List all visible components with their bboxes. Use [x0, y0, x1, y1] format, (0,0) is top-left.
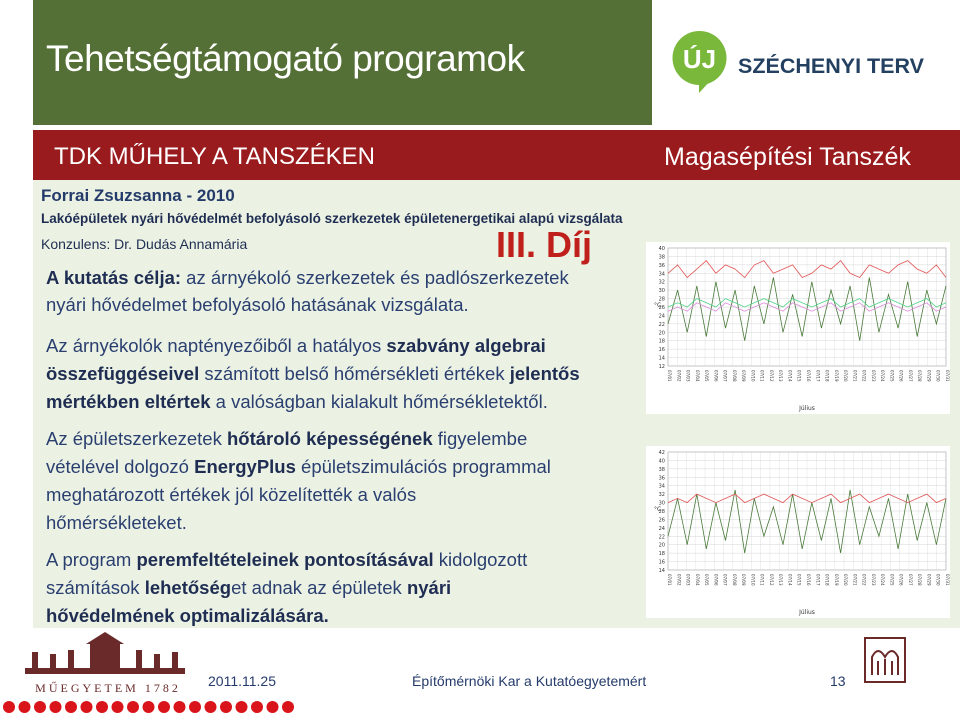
- decorative-dot: [34, 701, 46, 713]
- university-caption: MŰEGYETEM 1782: [35, 681, 181, 695]
- y-tick-label: 14: [658, 568, 665, 574]
- award-label: III. Díj: [496, 224, 593, 265]
- x-tick-label: 07/17: [815, 370, 821, 382]
- x-tick-label: 07/21: [852, 370, 858, 382]
- y-tick-label: 18: [658, 551, 665, 558]
- x-tick-label: 07/27: [907, 574, 913, 586]
- y-tick-label: 40: [658, 458, 665, 465]
- decorative-dot: [19, 701, 31, 713]
- decorative-dot: [112, 701, 124, 713]
- x-tick-label: 07/04: [694, 370, 700, 382]
- x-tick-label: 07/22: [861, 370, 867, 382]
- x-tick-label: 07/23: [870, 370, 876, 382]
- x-tick-label: 07/14: [787, 370, 793, 382]
- y-tick-label: 16: [658, 347, 665, 354]
- x-tick-label: 07/25: [889, 370, 895, 382]
- decorative-dot: [81, 701, 93, 713]
- y-tick-label: 28: [658, 509, 665, 515]
- author-line: Forrai Zsuzsanna - 2010: [41, 186, 235, 205]
- x-tick-label: 07/18: [824, 574, 830, 586]
- paragraph-shading-line3: mértékben eltértek a valóságban kialakult hőmérsékletektől.: [46, 391, 548, 412]
- section-title: TDK MŰHELY A TANSZÉKEN: [54, 143, 375, 170]
- department-name: Magasépítési Tanszék: [664, 143, 911, 171]
- x-tick-label: 07/07: [722, 574, 728, 586]
- decorative-dot: [189, 701, 201, 713]
- decorative-dot: [127, 701, 139, 713]
- y-tick-label: 32: [658, 492, 665, 499]
- x-tick-label: 07/03: [685, 574, 691, 586]
- footer-faculty: Építőmérnöki Kar a Kutatóegyetemért: [412, 673, 647, 689]
- decorative-dot: [236, 701, 248, 713]
- y-tick-label: 28: [658, 296, 665, 303]
- x-tick-label: 07/19: [833, 370, 839, 382]
- decorative-dot: [205, 701, 217, 713]
- y-tick-label: 14: [658, 355, 665, 362]
- paragraph-program-line3: hővédelmének optimalizálására.: [46, 605, 329, 626]
- x-tick-label: 07/08: [731, 574, 737, 586]
- paragraph-aim-line2: nyári hővédelmet befolyásoló hatásának vizsgálata.: [46, 294, 469, 315]
- logo-mark-text: ÚJ: [682, 44, 717, 74]
- decorative-dot: [267, 701, 279, 713]
- x-tick-label: 07/16: [806, 370, 811, 382]
- y-tick-label: 38: [658, 254, 665, 261]
- decorative-dot: [251, 701, 263, 713]
- y-tick-label: 34: [658, 483, 665, 490]
- decorative-dot: [143, 701, 155, 713]
- paragraph-storage-line4: hőmérsékleteket.: [46, 512, 187, 533]
- y-tick-label: 16: [658, 559, 665, 566]
- x-tick-label: 07/31: [945, 574, 950, 586]
- y-tick-label: 30: [658, 500, 665, 507]
- paragraph-shading-line1: Az árnyékolók naptényezőiből a hatályos szabvány algebrai: [46, 335, 546, 356]
- research-subject: Lakóépületek nyári hővédelmét befolyásoló szerkezetek épületenergetikai alapú vizsgálata: [41, 211, 623, 226]
- x-tick-label: 07/24: [880, 370, 886, 382]
- x-tick-label: 07/09: [741, 370, 747, 382]
- paragraph-shading-line2: összefüggéseivel számított belső hőmérsékleti értékek jelentős: [46, 363, 580, 384]
- x-tick-label: 07/03: [685, 370, 691, 382]
- x-tick-label: 07/21: [852, 574, 858, 586]
- uj-szechenyi-terv-logo-icon: [671, 30, 728, 93]
- x-tick-label: 07/08: [731, 370, 737, 382]
- x-tick-label: 07/25: [889, 574, 895, 586]
- x-tick-label: 07/11: [759, 370, 765, 382]
- x-tick-label: 07/22: [861, 574, 867, 586]
- x-tick-label: 07/29: [926, 370, 932, 382]
- x-tick-label: 07/30: [935, 370, 941, 382]
- x-tick-label: 07/10: [750, 370, 756, 382]
- decorative-dot: [282, 701, 294, 713]
- y-tick-label: 22: [658, 534, 665, 541]
- y-tick-label: 42: [658, 450, 665, 456]
- page-number: 13: [830, 673, 846, 689]
- paragraph-storage-line1: Az épületszerkezetek hőtároló képességének figyelembe: [46, 428, 528, 449]
- x-tick-label: 07/02: [676, 574, 682, 586]
- paragraph-aim-line1: A kutatás célja: az árnyékoló szerkezetek és padlószerkezetek: [46, 267, 569, 288]
- y-axis-label: °C: [654, 302, 662, 309]
- y-tick-label: 36: [658, 475, 665, 482]
- decorative-dot: [65, 701, 77, 713]
- x-tick-label: 07/24: [880, 574, 886, 586]
- y-tick-label: 34: [658, 271, 665, 278]
- y-tick-label: 22: [658, 321, 665, 328]
- decorative-dot: [50, 701, 62, 713]
- temperature-chart-2: [646, 446, 950, 618]
- x-tick-label: 07/20: [843, 574, 849, 586]
- paragraph-storage-line3: meghatározott értékek jól közelítették a valós: [46, 484, 417, 505]
- y-tick-label: 38: [658, 466, 665, 473]
- university-building-logo-icon: [20, 632, 196, 696]
- x-tick-label: 07/09: [741, 574, 747, 586]
- x-tick-label: 07/13: [778, 574, 784, 586]
- x-tick-label: 07/06: [713, 370, 719, 382]
- x-tick-label: 07/02: [676, 370, 682, 382]
- y-tick-label: 36: [658, 262, 665, 269]
- decorative-dot: [96, 701, 108, 713]
- x-tick-label: 07/06: [713, 574, 719, 586]
- x-tick-label: 07/31: [945, 370, 950, 382]
- x-tick-label: 07/27: [907, 370, 913, 382]
- y-tick-label: 24: [658, 525, 665, 532]
- paragraph-storage-line2: vételével dolgozó EnergyPlus épületszimulációs programmal: [46, 456, 551, 477]
- footer-date: 2011.11.25: [208, 673, 276, 689]
- x-tick-label: 07/26: [898, 574, 904, 586]
- x-tick-label: 07/17: [815, 574, 821, 586]
- y-tick-label: 20: [658, 542, 665, 549]
- x-tick-label: 07/05: [704, 574, 710, 586]
- x-tick-label: 07/23: [870, 574, 876, 586]
- x-tick-label: 07/01: [667, 574, 672, 586]
- x-tick-label: 07/10: [750, 574, 756, 586]
- x-tick-label: 07/11: [759, 574, 765, 586]
- x-tick-label: 07/12: [768, 370, 774, 382]
- x-tick-label: 07/12: [768, 574, 774, 586]
- x-tick-label: 07/29: [926, 574, 932, 586]
- paragraph-program-line2: számítások lehetőséget adnak az épületek nyári: [46, 577, 452, 598]
- x-tick-label: 07/16: [806, 574, 811, 586]
- y-tick-label: 26: [658, 517, 665, 524]
- y-tick-label: 26: [658, 305, 665, 311]
- y-tick-label: 20: [658, 330, 665, 337]
- x-tick-label: 07/14: [787, 574, 793, 586]
- x-tick-label: 07/13: [778, 370, 784, 382]
- decorative-dot: [3, 701, 15, 713]
- x-tick-label: 07/15: [796, 370, 802, 382]
- x-tick-label: 07/19: [833, 574, 839, 586]
- x-tick-label: 07/20: [843, 370, 849, 382]
- x-tick-label: 07/05: [704, 370, 710, 382]
- decorative-dot: [220, 701, 232, 713]
- university-emblem-icon: [864, 637, 906, 683]
- y-tick-label: 40: [658, 246, 665, 252]
- page-title: Tehetségtámogató programok: [46, 38, 525, 79]
- szechenyi-terv-label: SZÉCHENYI TERV: [738, 54, 924, 78]
- y-tick-label: 18: [658, 338, 665, 345]
- x-tick-label: 07/04: [694, 574, 700, 586]
- paragraph-program-line1: A program peremfeltételeinek pontosításával kidolgozott: [46, 549, 528, 570]
- decorative-dots: [0, 698, 300, 716]
- x-tick-label: 07/30: [935, 574, 941, 586]
- x-axis-label: Július: [799, 405, 815, 412]
- x-tick-label: 07/26: [898, 370, 904, 382]
- x-axis-label: Július: [799, 609, 815, 616]
- x-tick-label: 07/01: [667, 370, 672, 382]
- consultant-line: Konzulens: Dr. Dudás Annamária: [41, 236, 248, 252]
- y-tick-label: 30: [658, 288, 665, 295]
- y-tick-label: 32: [658, 279, 665, 286]
- decorative-dot: [174, 701, 186, 713]
- x-tick-label: 07/15: [796, 574, 802, 586]
- y-axis-label: °C: [654, 506, 662, 513]
- x-tick-label: 07/28: [917, 370, 923, 382]
- x-tick-label: 07/28: [917, 574, 923, 586]
- decorative-dot: [158, 701, 170, 713]
- x-tick-label: 07/07: [722, 370, 728, 382]
- y-tick-label: 24: [658, 313, 665, 320]
- temperature-chart-1: [646, 242, 950, 414]
- x-tick-label: 07/18: [824, 370, 830, 382]
- y-tick-label: 12: [658, 364, 665, 370]
